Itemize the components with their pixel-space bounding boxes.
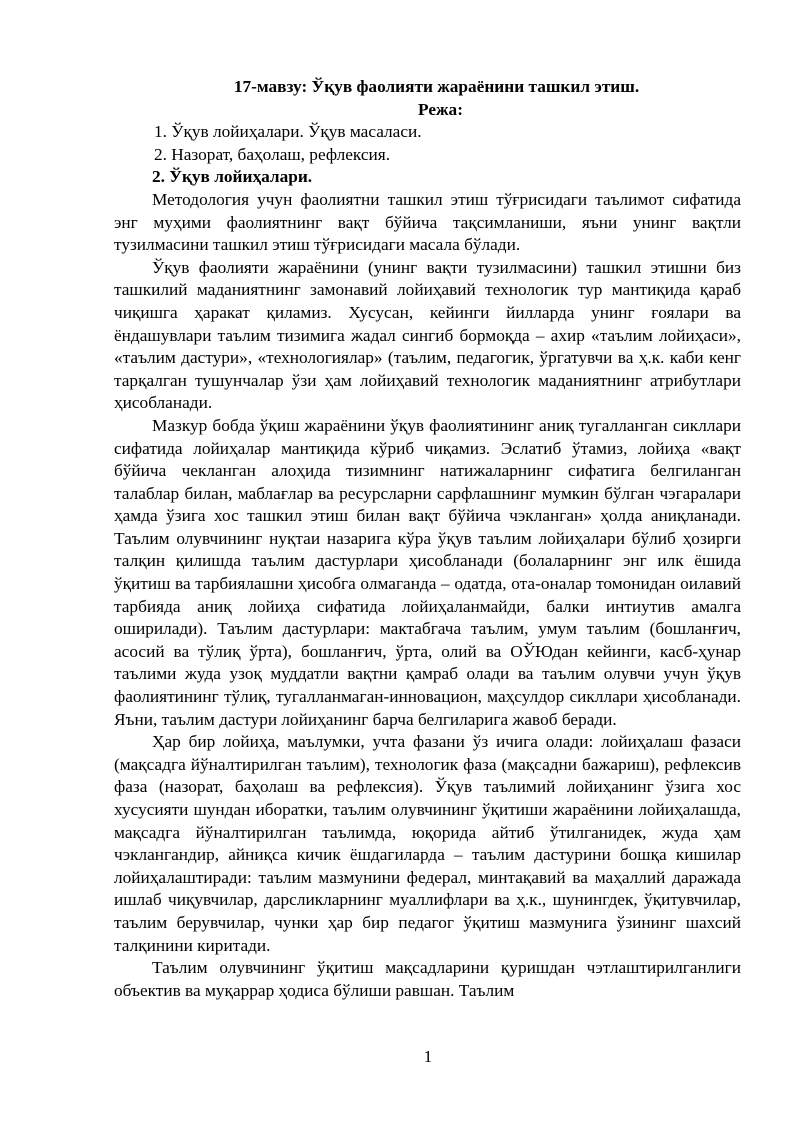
section-heading: 2. Ўқув лойиҳалари. (152, 167, 313, 187)
document-body (114, 76, 741, 1002)
paragraph: Ҳар бир лойиҳа, маълумки, учта фазани ўз ичига олади: лойиҳалаш фазаси (мақсадга йўналтирилган таълим), технологик фаза (мақсадни бажариш), рефлексив фаза (назорат, баҳолаш ва рефлексия). Ўқув таълимий лойиҳанинг ўзига хос хусусияти шундан иборатки, таълим олувчининг ўқитиши жараёнини лойиҳалашда, мақсадга йўналтирилган таълимда, юқорида айтиб ўтилганидек, жуда ҳам чэклангандир, айниқса кичик ёшдагиларда – таълим дастурини бошқа кишилар лойиҳалаштиради: таълим мазмунини федерал, минтақавий ва маҳаллий даражада ишлаб чиқувчилар, дарсликларнинг муаллифлари ва ҳ.к., шунингдек, ўқитувчилар, таълим берувчилар, чунки ҳар бир педагог ўқитиш мазмунига ўзининг шахсий талқинини киритади. (114, 732, 741, 955)
document-title: 17-мавзу: Ўқув фаолияти жараёнини ташкил этиш. (233, 77, 640, 96)
paragraph: Таълим олувчининг ўқитиш мақсадларини қуришдан чэтлаштирилганлиги объектив ва муқаррар ҳодиса бўлиши равшан. Таълим (114, 958, 741, 1000)
plan-item: 1. Ўқув лойиҳалари. Ўқув масаласи. (154, 122, 422, 142)
plan-item: 2. Назорат, баҳолаш, рефлексия. (154, 144, 391, 164)
page-number: 1 (423, 1047, 433, 1066)
paragraph: Мазкур бобда ўқиш жараёнини ўқув фаолиятининг аниқ тугалланган сикллари сифатида лойиҳалар мантиқида кўриб чиқамиз. Эслатиб ўтамиз, лойиҳа «вақт бўйича чекланган алоҳида тизимнинг натижаларнинг сифатига белгиланган талаблар билан, маблағлар ва ресурсларни сарфлашнинг мумкин бўлган чэгаралари ҳамда ўзига хос ташкил этиш билан вақт бўйича чэкланган» ҳолда аниқланади. Таълим олувчининг нуқтаи назарига кўра ўқув таълим лойиҳалари бўлиб ҳозирги талқин қилишда таълим дастурлари ҳисобланади (болаларнинг энг илк ёшида ўқитиш ва тарбиялашни ҳисобга олмаганда – одатда, ота-оналар томонидан оилавий тарбияда аниқ лойиҳа сифатида лойиҳаланмайди, балки интиутив амалга оширилади). Таълим дастурлари: мактабгача таълим, умум таълим (бошланғич, асосий ва тўлиқ ўрта), бошланғич, ўрта, олий ва ОЎЮдан кейинги, касб-ҳунар таълими жуда узоқ муддатли вақтни қамраб олади ва таълим олувчи учун ўқув фаолиятининг тўлиқ, тугалланмаган-инновацион, маҳсулдор сикллари ҳисобланади. Яъни, таълим дастури лойиҳанинг барча белгиларига жавоб беради. (114, 415, 741, 729)
paragraph: Ўқув фаолияти жараёнини (унинг вақти тузилмасини) ташкил этишни биз ташкилий маданиятнинг замонавий лойиҳавий технологик тур мантиқида қараб чиқишга ҳаракат қиламиз. Хусусан, кейинги йилларда унинг ғоялари ва ёндашувлари таълим тизимига жадал сингиб бормоқда – ахир «таълим лойиҳаси», «таълим дастури», «технологиялар» (таълим, педагогик, ўргатувчи ва ҳ.к. каби кенг тарқалган тушунчалар ўзи ҳам лойиҳавий технологик маданиятнинг атрибутлари ҳисобланади. (114, 257, 741, 413)
plan-list (114, 121, 741, 166)
plan-heading: Режа: (418, 99, 463, 119)
paragraph: Методология учун фаолиятни ташкил этиш тўғрисидаги таълимот сифатида энг муҳими фаолиятнинг вақт бўйича тақсимланиши, яъни унинг вақтли тузилмасини ташкил этиш тўғрисидаги масала бўлади. (114, 189, 741, 255)
